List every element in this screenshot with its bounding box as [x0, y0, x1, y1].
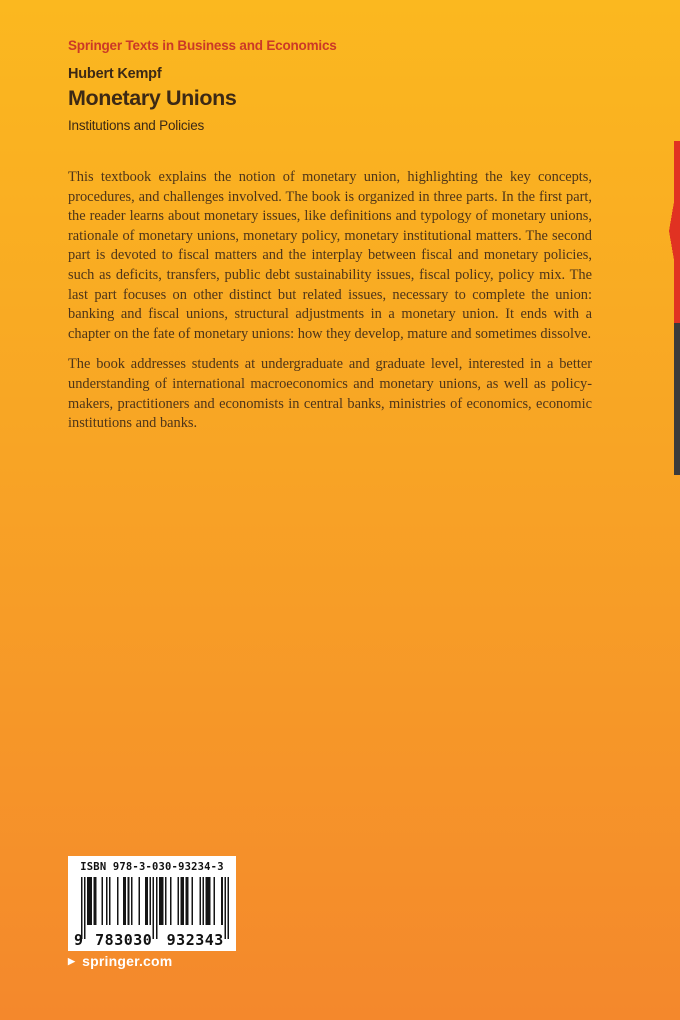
barcode-digits-left-group: 783030 [95, 931, 153, 949]
back-cover-blurb [68, 168, 592, 445]
website-text: springer.com [82, 953, 173, 969]
isbn-number-label: ISBN 978-3-030-93234-3 [80, 861, 224, 873]
barcode-digits-right-group: 932343 [166, 931, 224, 949]
publisher-website [68, 953, 172, 969]
series-title: Springer Texts in Business and Economics [68, 38, 337, 53]
edge-dark-stripe [674, 323, 680, 475]
author-name: Hubert Kempf [68, 66, 162, 82]
arrow-right-icon: ▶ [68, 956, 76, 966]
edge-red-notch [669, 202, 674, 260]
book-title: Monetary Unions [68, 86, 237, 110]
ean13-barcode [81, 877, 229, 939]
blurb-paragraph-1: This textbook explains the notion of monetary union, highlighting the key concepts, procedures, and challenges involved. The book is organized in three parts. In the first part, the reader learns about monetary issues, like definitions and typology of monetary unions, rationale of monetary unions, monetary policy, monetary institutional matters. The second part is devoted to fiscal matters and the interplay between fiscal and monetary policies, such as deficits, transfers, public debt sustainability issues, fiscal policy, policy mix. The last part focuses on other distinct but related issues, necessary to complete the union: banking and fiscal unions, structural adjustments in a monetary union. It ends with a chapter on the fate of monetary unions: how they develop, mature and sometimes dissolve. [68, 169, 592, 342]
edge-red-stripe [674, 141, 680, 323]
isbn-barcode-block [68, 856, 236, 951]
barcode-digits [74, 931, 231, 949]
barcode-digit-leading: 9 [74, 931, 84, 949]
book-subtitle: Institutions and Policies [68, 118, 205, 133]
blurb-paragraph-2: The book addresses students at undergraduate and graduate level, interested in a better understanding of international macroeconomics and monetary unions, as well as policy-makers, practitioners and economists in central banks, ministries of economics, economic institutions and banks. [68, 356, 592, 432]
